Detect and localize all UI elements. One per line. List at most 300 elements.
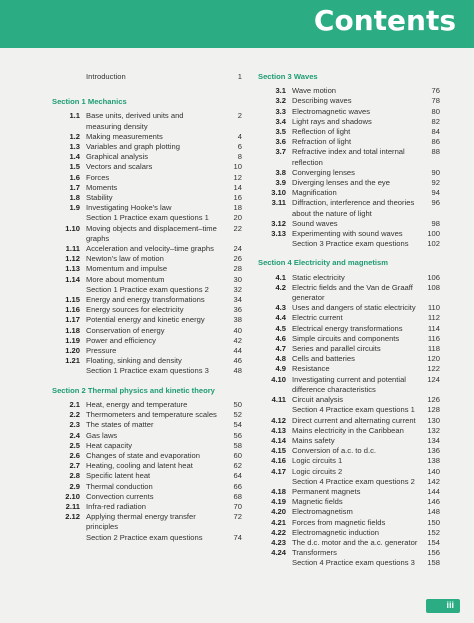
toc-entry <box>258 528 440 538</box>
toc-entry-text: Moments <box>86 182 118 192</box>
toc-entry-number: 1.11 <box>65 244 80 254</box>
toc-entry <box>52 213 242 223</box>
toc-entry-text: Graphical analysis <box>86 152 149 162</box>
toc-entry-number: 4.23 <box>271 537 286 547</box>
toc-entry-text: Wave motion <box>292 86 337 96</box>
toc-entry-page: 98 <box>431 218 440 228</box>
toc-entry-text: Simple circuits and components <box>292 333 400 343</box>
toc-entry <box>258 127 440 137</box>
toc-entry <box>52 400 242 410</box>
toc-entry-page: 86 <box>431 137 440 147</box>
toc-entry <box>258 273 440 283</box>
toc-entry-page: 8 <box>237 152 242 162</box>
toc-entry-text: More about momentum <box>86 274 165 284</box>
section-heading: Section 3 Waves <box>258 72 318 81</box>
toc-entry <box>52 346 242 356</box>
toc-entry-text: Section 3 Practice exam questions <box>292 239 409 249</box>
toc-entry-page: 108 <box>427 282 440 292</box>
toc-entry-text: Static electricity <box>292 272 345 282</box>
toc-entry <box>52 326 242 336</box>
toc-entry-text: Forces <box>86 172 110 182</box>
toc-entry-number: 4.2 <box>275 282 286 292</box>
toc-entry-number: 1.1 <box>69 111 80 121</box>
toc-entry-page: 102 <box>427 239 440 249</box>
toc-entry-number: 1.13 <box>65 264 80 274</box>
toc-entry <box>258 344 440 354</box>
toc-entry-text: Light rays and shadows <box>292 116 372 126</box>
toc-entry-page: 138 <box>427 456 440 466</box>
toc-entry <box>52 295 242 305</box>
toc-entry-page: 32 <box>233 284 242 294</box>
toc-entry <box>52 315 242 325</box>
toc-entry <box>258 467 440 477</box>
toc-entry-text: Applying thermal energy transfer principles <box>86 512 196 532</box>
toc-entry <box>258 354 440 364</box>
toc-entry-text: Transformers <box>292 548 337 558</box>
toc-entry-page: 10 <box>233 162 242 172</box>
toc-entry-number: 2.9 <box>69 481 80 491</box>
toc-entry <box>258 538 440 548</box>
toc-entry-page: 92 <box>431 178 440 188</box>
toc-entry-number: 3.6 <box>275 137 286 147</box>
toc-entry-text: Changes of state and evaporation <box>86 450 200 460</box>
toc-entry-number: 2.8 <box>69 471 80 481</box>
right-column <box>258 72 440 569</box>
toc-entry <box>258 147 440 167</box>
toc-entry-number: 3.3 <box>275 106 286 116</box>
toc-entry-text: Mains electricity in the Caribbean <box>292 425 404 435</box>
toc-entry-number: 2.3 <box>69 420 80 430</box>
toc-entry-number: 4.14 <box>271 435 286 445</box>
toc-entry-page: 50 <box>233 399 242 409</box>
toc-entry <box>258 436 440 446</box>
toc-entry <box>258 558 440 568</box>
toc-entry <box>258 96 440 106</box>
toc-entry-number: 1.6 <box>69 172 80 182</box>
toc-entry <box>52 142 242 152</box>
toc-entry-number: 1.19 <box>65 335 80 345</box>
toc-entry-text: Converging lenses <box>292 167 355 177</box>
toc-entry-number: 1.15 <box>65 295 80 305</box>
toc-entry-number: 4.19 <box>271 497 286 507</box>
toc-entry-page: 24 <box>233 244 242 254</box>
toc-entry <box>52 471 242 481</box>
toc-entry <box>258 137 440 147</box>
toc-entry-page: 74 <box>233 532 242 542</box>
toc-entry-page: 18 <box>233 203 242 213</box>
toc-entry-page: 46 <box>233 356 242 366</box>
toc-entry-page: 80 <box>431 106 440 116</box>
toc-entry-number: 3.5 <box>275 127 286 137</box>
toc-entry-text: Stability <box>86 193 113 203</box>
left-sections <box>52 97 242 543</box>
toc-entry <box>258 416 440 426</box>
toc-entry-page: 34 <box>233 295 242 305</box>
toc-entry <box>52 512 242 532</box>
toc-entry-number: 3.11 <box>271 198 286 208</box>
toc-entry <box>52 275 242 285</box>
toc-entry <box>52 431 242 441</box>
toc-entry-page: 76 <box>431 86 440 96</box>
toc-entry-number: 3.13 <box>271 229 286 239</box>
toc-entry <box>52 203 242 213</box>
toc-entry <box>52 264 242 274</box>
toc-entry <box>258 198 440 218</box>
toc-entry-number: 1.8 <box>69 193 80 203</box>
toc-entry-text: Variables and graph plotting <box>86 142 181 152</box>
toc-entry-text: Section 1 Practice exam questions 2 <box>86 284 209 294</box>
toc-entry-page: 142 <box>427 476 440 486</box>
toc-entry-number: 3.12 <box>271 218 286 228</box>
toc-entry-number: 4.17 <box>271 466 286 476</box>
toc-entry <box>258 518 440 528</box>
toc-entry-number: 1.12 <box>65 254 80 264</box>
toc-entry-number: 3.7 <box>275 147 286 157</box>
toc-entry-page: 154 <box>427 537 440 547</box>
toc-entry-page: 136 <box>427 446 440 456</box>
toc-entry-page: 132 <box>427 425 440 435</box>
toc-entry <box>258 548 440 558</box>
toc-entry-text: Momentum and impulse <box>86 264 168 274</box>
toc-entry-text: Uses and dangers of static electricity <box>292 303 416 313</box>
toc-entry <box>258 507 440 517</box>
toc-entry-number: 4.12 <box>271 415 286 425</box>
toc-entry-number: 4.1 <box>275 272 286 282</box>
toc-entry <box>52 482 242 492</box>
toc-entry-page: 54 <box>233 420 242 430</box>
section-heading: Section 1 Mechanics <box>52 97 127 107</box>
toc-entry <box>52 441 242 451</box>
toc-entry-number: 4.24 <box>271 548 286 558</box>
toc-entry-text: Reflection of light <box>292 127 351 137</box>
toc-entry <box>52 461 242 471</box>
toc-entry-page: 22 <box>233 223 242 233</box>
toc-entry <box>258 334 440 344</box>
toc-entry-number: 2.4 <box>69 430 80 440</box>
toc-entry-text: Logic circuits 2 <box>292 466 343 476</box>
contents-banner <box>0 0 474 48</box>
toc-entry-number: 4.5 <box>275 323 286 333</box>
toc-entry-text: Section 1 Practice exam questions 3 <box>86 366 209 376</box>
toc-entry-number: 2.10 <box>65 491 80 501</box>
toc-entry-page: 144 <box>427 486 440 496</box>
toc-entry-page: 106 <box>427 272 440 282</box>
toc-entry <box>52 492 242 502</box>
toc-entry-text: Electromagnetism <box>292 507 353 517</box>
toc-entry-text: Diffraction, interference and theories about the nature of light <box>292 198 415 218</box>
toc-entry-page: 122 <box>427 364 440 374</box>
toc-entry-page: 56 <box>233 430 242 440</box>
toc-entry-text: Newton's law of motion <box>86 254 164 264</box>
toc-entry <box>52 173 242 183</box>
toc-entry-text: Thermometers and temperature scales <box>86 410 217 420</box>
toc-entry-text: Conversion of a.c. to d.c. <box>292 446 376 456</box>
toc-entry-number: 4.16 <box>271 456 286 466</box>
toc-entry-text: Refraction of light <box>292 137 352 147</box>
toc-entry <box>258 86 440 96</box>
toc-entry-text: Convection currents <box>86 491 154 501</box>
toc-entry-page: 4 <box>237 131 242 141</box>
toc-entry <box>52 451 242 461</box>
page-number: iii <box>446 600 454 610</box>
toc-entry-page: 66 <box>233 481 242 491</box>
toc-entry-number: 2.6 <box>69 450 80 460</box>
toc-entry-text: Refractive index and total internal reflection <box>292 147 405 167</box>
toc-entry <box>258 456 440 466</box>
toc-entry <box>52 336 242 346</box>
toc-entry <box>52 224 242 244</box>
toc-entry-page: 150 <box>427 517 440 527</box>
toc-entry-text: Heating, cooling and latent heat <box>86 461 193 471</box>
toc-entry <box>52 420 242 430</box>
toc-entry-text: Mains safety <box>292 435 335 445</box>
toc-entry-number: 4.13 <box>271 425 286 435</box>
toc-entry-page: 68 <box>233 491 242 501</box>
toc-entry <box>52 162 242 172</box>
toc-entry-number: 1.5 <box>69 162 80 172</box>
page-number-tab <box>426 599 460 613</box>
toc-entry-number: 4.10 <box>271 374 286 384</box>
toc-entry <box>52 254 242 264</box>
toc-entry-number: 2.5 <box>69 440 80 450</box>
toc-entry-text: Floating, sinking and density <box>86 356 182 366</box>
toc-entry-page: 26 <box>233 254 242 264</box>
toc-entry-number: 3.9 <box>275 178 286 188</box>
toc-entry-page: 62 <box>233 461 242 471</box>
page-title: Contents <box>313 4 456 37</box>
toc-entry-text: Energy and energy transformations <box>86 295 205 305</box>
toc-entry-text: Circuit analysis <box>292 395 344 405</box>
toc-entry-number: 2.2 <box>69 410 80 420</box>
toc-entry <box>52 183 242 193</box>
toc-entry-number: 3.1 <box>275 86 286 96</box>
toc-entry <box>258 178 440 188</box>
toc-entry-page: 6 <box>237 142 242 152</box>
toc-entry-number: 3.2 <box>275 96 286 106</box>
toc-entry-text: Section 2 Practice exam questions <box>86 532 203 542</box>
toc-entry-page: 156 <box>427 548 440 558</box>
toc-entry-page: 60 <box>233 450 242 460</box>
toc-entry-text: Experimenting with sound waves <box>292 229 403 239</box>
toc-entry-text: Base units, derived units and measuring density <box>86 111 184 131</box>
toc-entry-intro <box>52 72 242 82</box>
left-column <box>52 72 242 543</box>
toc-entry-page: 52 <box>233 410 242 420</box>
toc-entry-page: 12 <box>233 172 242 182</box>
toc-entry-text: Electric fields and the Van de Graaff generator <box>292 282 413 303</box>
toc-entry <box>258 497 440 507</box>
toc-entry-number: 4.6 <box>275 333 286 343</box>
toc-entry-page: 30 <box>233 274 242 284</box>
toc-entry-page: 58 <box>233 440 242 450</box>
toc-entry-number: 1.21 <box>65 356 80 366</box>
section-heading: Section 4 Electricity and magnetism <box>258 258 388 268</box>
toc-entry-number: 1.16 <box>65 305 80 315</box>
toc-entry <box>258 446 440 456</box>
toc-entry-page: 44 <box>233 346 242 356</box>
toc-entry-text: Describing waves <box>292 96 352 106</box>
toc-entry-page: 38 <box>233 315 242 325</box>
toc-entry-number: 1.3 <box>69 142 80 152</box>
toc-entry-page: 20 <box>233 213 242 223</box>
toc-entry <box>258 324 440 334</box>
toc-entry-number: 4.8 <box>275 354 286 364</box>
toc-entry-text: Forces from magnetic fields <box>292 517 386 527</box>
toc-entry-page: 14 <box>233 182 242 192</box>
toc-entry-page: 2 <box>237 111 242 121</box>
toc-entry-text: Acceleration and velocity–time graphs <box>86 244 214 254</box>
toc-entry-page: 158 <box>427 558 440 568</box>
toc-entry-text: Heat, energy and temperature <box>86 399 188 409</box>
toc-entry <box>52 356 242 366</box>
toc-entry-number: 1.2 <box>69 131 80 141</box>
toc-entry-text: Potential energy and kinetic energy <box>86 315 205 325</box>
toc-entry <box>258 229 440 239</box>
toc-entry-number: 4.9 <box>275 364 286 374</box>
toc-entry-text: Introduction <box>86 72 126 81</box>
toc-entry <box>258 168 440 178</box>
toc-entry-page: 42 <box>233 335 242 345</box>
toc-entry-page: 82 <box>431 116 440 126</box>
toc-entry <box>52 305 242 315</box>
toc-entry-text: Magnification <box>292 188 337 198</box>
section-heading: Section 2 Thermal physics and kinetic theory <box>52 385 215 395</box>
toc-entry-text: Direct current and alternating current <box>292 415 416 425</box>
toc-entry-number: 4.18 <box>271 486 286 496</box>
toc-entry-text: Conservation of energy <box>86 325 165 335</box>
toc-entry-page: 48 <box>233 366 242 376</box>
toc-entry-page: 94 <box>431 188 440 198</box>
toc-entry-page: 28 <box>233 264 242 274</box>
toc-entry <box>52 285 242 295</box>
toc-entry-page: 148 <box>427 507 440 517</box>
toc-entry-page: 120 <box>427 354 440 364</box>
toc-entry-text: Permanent magnets <box>292 486 361 496</box>
toc-entry-number: 1.10 <box>65 223 80 233</box>
toc-entry-number: 1.9 <box>69 203 80 213</box>
toc-entry-text: Electromagnetic induction <box>292 527 379 537</box>
toc-entry-text: Moving objects and displacement–time graphs <box>86 223 217 243</box>
toc-entry <box>258 107 440 117</box>
toc-entry-number: 4.7 <box>275 344 286 354</box>
toc-entry <box>258 219 440 229</box>
toc-entry-page: 88 <box>431 147 440 157</box>
toc-entry-text: Section 1 Practice exam questions 1 <box>86 213 209 223</box>
toc-entry-text: Magnetic fields <box>292 497 343 507</box>
toc-entry-page: 114 <box>427 323 440 333</box>
toc-entry-page: 90 <box>431 167 440 177</box>
toc-entry-page: 152 <box>427 527 440 537</box>
toc-entry <box>258 395 440 405</box>
right-sections <box>258 72 440 569</box>
toc-entry-page: 126 <box>427 395 440 405</box>
toc-entry-text: Infra-red radiation <box>86 501 146 511</box>
toc-entry-text: Making measurements <box>86 131 163 141</box>
toc-entry-text: Cells and batteries <box>292 354 355 364</box>
toc-entry-text: Vectors and scalars <box>86 162 153 172</box>
toc-entry-text: Resistance <box>292 364 330 374</box>
toc-entry-page: 112 <box>427 313 440 323</box>
toc-entry-text: Electromagnetic waves <box>292 106 371 116</box>
toc-entry <box>258 426 440 436</box>
toc-entry-text: Electrical energy transformations <box>292 323 403 333</box>
toc-entry <box>52 502 242 512</box>
toc-entry-number: 2.1 <box>69 399 80 409</box>
toc-entry-page: 134 <box>427 435 440 445</box>
toc-entry-number: 4.15 <box>271 446 286 456</box>
toc-entry <box>52 366 242 376</box>
toc-entry <box>52 111 242 131</box>
toc-entry-page: 72 <box>233 512 242 522</box>
toc-entry <box>258 487 440 497</box>
toc-entry-page: 70 <box>233 501 242 511</box>
toc-entry-page: 118 <box>427 344 440 354</box>
toc-entry <box>258 405 440 415</box>
toc-entry-page: 130 <box>427 415 440 425</box>
toc-entry-number: 4.20 <box>271 507 286 517</box>
toc-entry-number: 4.22 <box>271 527 286 537</box>
toc-entry-page: 100 <box>427 229 440 239</box>
toc-entry-number: 4.21 <box>271 517 286 527</box>
toc-entry-text: The states of matter <box>86 420 154 430</box>
toc-entry-number: 1.4 <box>69 152 80 162</box>
toc-entry <box>52 410 242 420</box>
toc-entry-number: 4.4 <box>275 313 286 323</box>
toc-entry <box>258 364 440 374</box>
toc-entry-number: 4.3 <box>275 303 286 313</box>
toc-entry-page: 124 <box>427 374 440 384</box>
toc-entry-number: 2.11 <box>65 501 80 511</box>
toc-entry-number: 2.7 <box>69 461 80 471</box>
toc-entry-number: 2.12 <box>65 512 80 522</box>
toc-entry-text: Investigating Hooke's law <box>86 203 172 213</box>
toc-entry <box>258 375 440 395</box>
toc-entry-text: Pressure <box>86 346 117 356</box>
toc-entry-text: The d.c. motor and the a.c. generator <box>292 537 418 547</box>
toc-entry-text: Logic circuits 1 <box>292 456 343 466</box>
toc-entry-page: 140 <box>427 466 440 476</box>
toc-entry <box>258 239 440 249</box>
toc-entry-text: Electric current <box>292 313 343 323</box>
toc-entry-page: 40 <box>233 325 242 335</box>
toc-entry <box>258 283 440 303</box>
toc-entry-text: Heat capacity <box>86 440 133 450</box>
toc-entry-number: 1.14 <box>65 274 80 284</box>
toc-entry-number: 3.8 <box>275 167 286 177</box>
toc-entry-page: 78 <box>431 96 440 106</box>
toc-entry-number: 3.10 <box>271 188 286 198</box>
toc-entry <box>258 477 440 487</box>
toc-entry-text: Diverging lenses and the eye <box>292 178 390 188</box>
toc-entry-number: 3.4 <box>275 116 286 126</box>
toc-entry-page: 1 <box>237 72 242 81</box>
toc-entry-page: 64 <box>233 471 242 481</box>
toc-entry-text: Section 4 Practice exam questions 1 <box>292 405 415 415</box>
toc-entry-page: 110 <box>427 303 440 313</box>
toc-entry-text: Power and efficiency <box>86 335 156 345</box>
toc-entry <box>258 313 440 323</box>
toc-entry-number: 4.11 <box>271 395 286 405</box>
toc-entry <box>52 533 242 543</box>
toc-entry-text: Energy sources for electricity <box>86 305 184 315</box>
toc-entry-text: Section 4 Practice exam questions 3 <box>292 558 415 568</box>
toc-entry-page: 96 <box>431 198 440 208</box>
toc-entry <box>52 132 242 142</box>
toc-entry-text: Gas laws <box>86 430 118 440</box>
toc-entry <box>258 188 440 198</box>
toc-entry-text: Sound waves <box>292 218 338 228</box>
toc-entry-number: 1.20 <box>65 346 80 356</box>
